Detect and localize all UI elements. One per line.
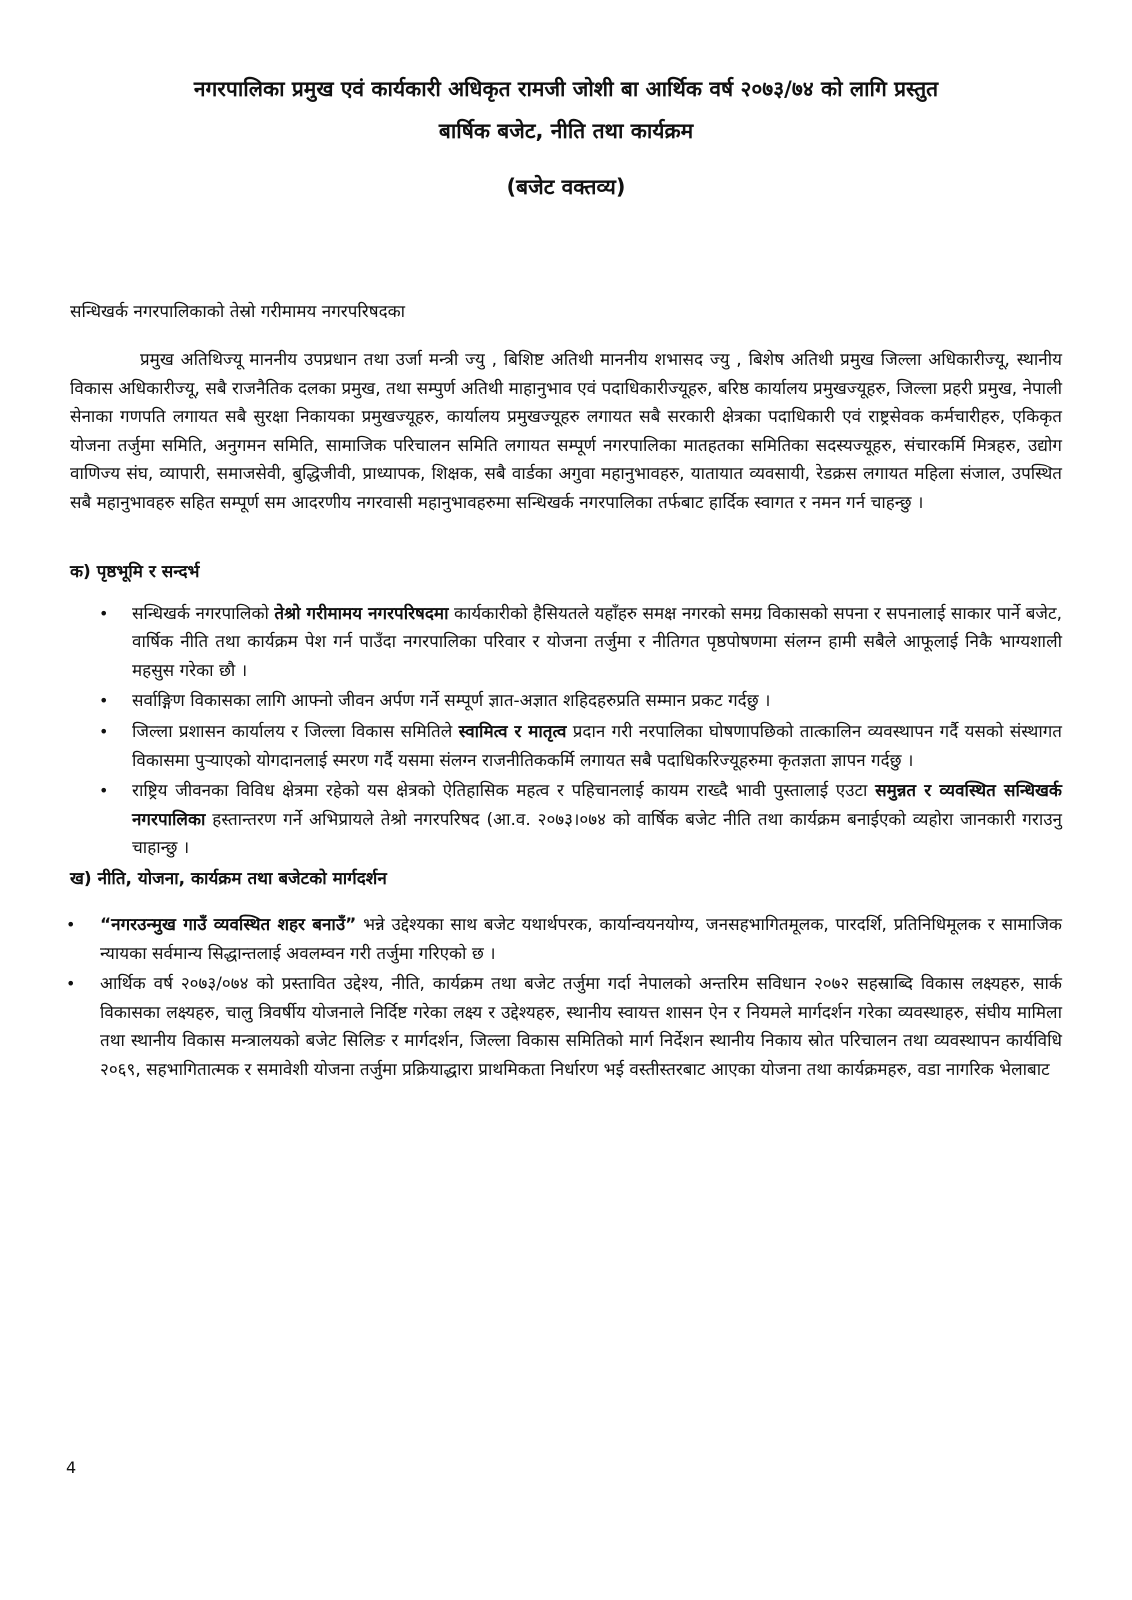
document-subtitle: (बजेट वक्तव्य): [506, 175, 626, 199]
item-emphasis: स्वामित्व र मातृत्व: [458, 721, 567, 742]
intro-paragraph: प्रमुख अतिथिज्यू माननीय उपप्रधान तथा उर्जा मन्त्री ज्यु , बिशिष्ट अतिथी माननीय शभासद ज्यु , बिशेष अतिथी प्रमुख जिल्ला अधिकारीज्यू, स्थानीय विकास अधिकारीज्यू, सबै राजनैतिक दलका प्रमुख, तथा सम्पुर्ण अतिथी माहानुभाव एवं पदाधिकारीज्यूहरु, बरिष्ठ कार्यालय प्रमुखज्यूहरु, जिल्ला प्रहरी प्रमुख, नेपाली सेनाका गणपति लगायत सबै सुरक्षा निकायका प्रमुखज्यूहरु, कार्यालय प्रमुखज्यूहरु लगायत सबै सरकारी क्षेत्रका पदाधिकारी एवं राष्ट्रसेवक कर्मचारीहरु, एकिकृत योजना तर्जुमा समिति, अनुगमन समिति, सामाजिक परिचालन समिति लगायत सम्पूर्ण नगरपालिका मातहतका समितिका सदस्यज्यूहरु, संचारकर्मि मित्रहरु, उद्योग वाणिज्य संघ, व्यापारी, समाजसेवी, बुद्धिजीवी, प्राध्यापक, शिक्षक, सबै वार्डका अगुवा महानुभावहरु, यातायात व्यवसायी, रेडक्रस लगायत महिला संजाल, उपस्थित सबै महानुभावहरु सहित सम्पूर्ण सम आदरणीय नगरवासी महानुभावहरुमा सन्धिखर्क नगरपालिका तर्फबाट हार्दिक स्वागत र नमन गर्न चाहन्छु ।: [70, 350, 1062, 513]
list-item: [99, 718, 1062, 775]
page-number: 4: [66, 1458, 77, 1477]
item-text: सर्वाङ्गिण विकासका लागि आफ्नो जीवन अर्पण गर्ने सम्पूर्ण ज्ञात-अज्ञात शहिदहरुप्रति सम्मान प्रकट गर्दछु ।: [132, 691, 771, 712]
item-text: भन्ने उद्देश्यका साथ बजेट यथार्थपरक, कार्यान्वयनयोग्य, जनसहभागितमूलक, पारदर्शि, प्रतिनिधिमूलक र सामाजिक न्यायका सर्वमान्य सिद्धान्तलाई अवलम्वन गरी तर्जुमा गरिएको छ ।: [100, 914, 1062, 964]
bullet-icon: •: [99, 603, 109, 623]
list-item: [66, 970, 1062, 1084]
item-text: आर्थिक वर्ष २०७३/०७४ को प्रस्तावित उद्देश्य, नीति, कार्यक्रम तथा बजेट तर्जुमा गर्दा नेपालको अन्तरिम सविधान २०७२ सहस्राब्दि विकास लक्ष्यहरु, सार्क विकासका लक्ष्यहरु, चालु त्रिवर्षीय योजनाले निर्दिष्ट गरेका लक्ष्य र उद्देश्यहरु, स्थानीय स्वायत्त शासन ऐन र नियमले मार्गदर्शन गरेका व्यवस्थाहरु, संघीय मामिला तथा स्थानीय विकास मन्त्रालयको बजेट सिलिङ र मार्गदर्शन, जिल्ला विकास समितिको मार्ग निर्देशन स्थानीय निकाय स्रोत परिचालन तथा व्यवस्थापन कार्यविधि २०६९, सहभागितात्मक र समावेशी योजना तर्जुमा प्रक्रियाद्धारा प्राथमिकता निर्धारण भई वस्तीस्तरबाट आएका योजना तथा कार्यक्रमहरु, वडा नागरिक भेलाबाट: [100, 974, 1062, 1080]
list-item: [66, 911, 1062, 968]
section-b-heading: ख) नीति, योजना, कार्यक्रम तथा बजेटको मार्गदर्शन: [70, 868, 387, 889]
section-a-heading: क) पृष्ठभूमि र सन्दर्भ: [70, 561, 200, 582]
item-emphasis: तेश्रो गरीमामय नगरपरिषदमा: [274, 603, 449, 624]
list-item: [99, 687, 1062, 716]
bullet-icon: •: [66, 974, 76, 994]
item-emphasis: समुन्नत र व्यवस्थित सन्धिखर्क नगरपालिका: [132, 781, 1062, 830]
item-text: हस्तान्तरण गर्ने अभिप्रायले तेश्रो नगरपरिषद (आ.व. २०७३।०७४ को वार्षिक बजेट नीति तथा कार्यक्रम बनाईएको व्यहोरा जानकारी गराउनु चाहान्छु ।: [132, 809, 1062, 859]
list-item: [99, 600, 1063, 686]
section-b-list: [66, 911, 1062, 1085]
document-title: [70, 68, 1062, 152]
salutation: सन्धिखर्क नगरपालिकाको तेस्रो गरीमामय नगरपरिषदका: [70, 302, 406, 322]
bullet-icon: •: [99, 691, 109, 711]
item-text: प्रदान गरी नरपालिका घोषणापछिको तात्कालिन व्यवस्थापन गर्दै यसको संस्थागत विकासमा पुर्‍याएको योगदानलाई स्मरण गर्दै यसमा संलग्न राजनीतिककर्मि लगायत सबै पदाधिकरिज्यूहरुमा कृतज्ञता ज्ञापन गर्दछु ।: [132, 721, 1062, 771]
title-line-1: नगरपालिका प्रमुख एवं कार्यकारी अधिकृत रामजी जोशी बा आर्थिक वर्ष २०७३/७४ को लागि प्रस्तुत: [193, 77, 939, 101]
item-text: सन्धिखर्क नगरपालिको: [132, 603, 275, 624]
list-item: [99, 777, 1062, 863]
item-emphasis: “नगरउन्मुख गाउँ व्यवस्थित शहर बनाउँ”: [100, 914, 357, 935]
item-text: जिल्ला प्रशासन कार्यालय र जिल्ला विकास समितिले: [132, 721, 459, 742]
bullet-icon: •: [99, 781, 109, 801]
item-text: राष्ट्रिय जीवनका विविध क्षेत्रमा रहेको यस क्षेत्रको ऐतिहासिक महत्व र पहिचानलाई कायम राख्दै भावी पुस्तालाई एउटा: [132, 781, 876, 802]
section-a-list: [70, 600, 1062, 863]
bullet-icon: •: [66, 914, 76, 934]
bullet-icon: •: [99, 721, 109, 741]
title-line-2: बार्षिक बजेट, नीति तथा कार्यक्रम: [438, 119, 694, 143]
item-text: कार्यकारीको हैसियतले यहाँहरु समक्ष नगरको समग्र विकासको सपना र सपनालाई साकार पार्ने बजेट, वार्षिक नीति तथा कार्यक्रम पेश गर्न पाउँदा नगरपालिका परिवार र योजना तर्जुमा र नीतिगत पृष्ठपोषणमा संलग्न हामी सबैले आफूलाई निकै भाग्यशाली महसुस गरेका छौ ।: [132, 603, 1063, 681]
